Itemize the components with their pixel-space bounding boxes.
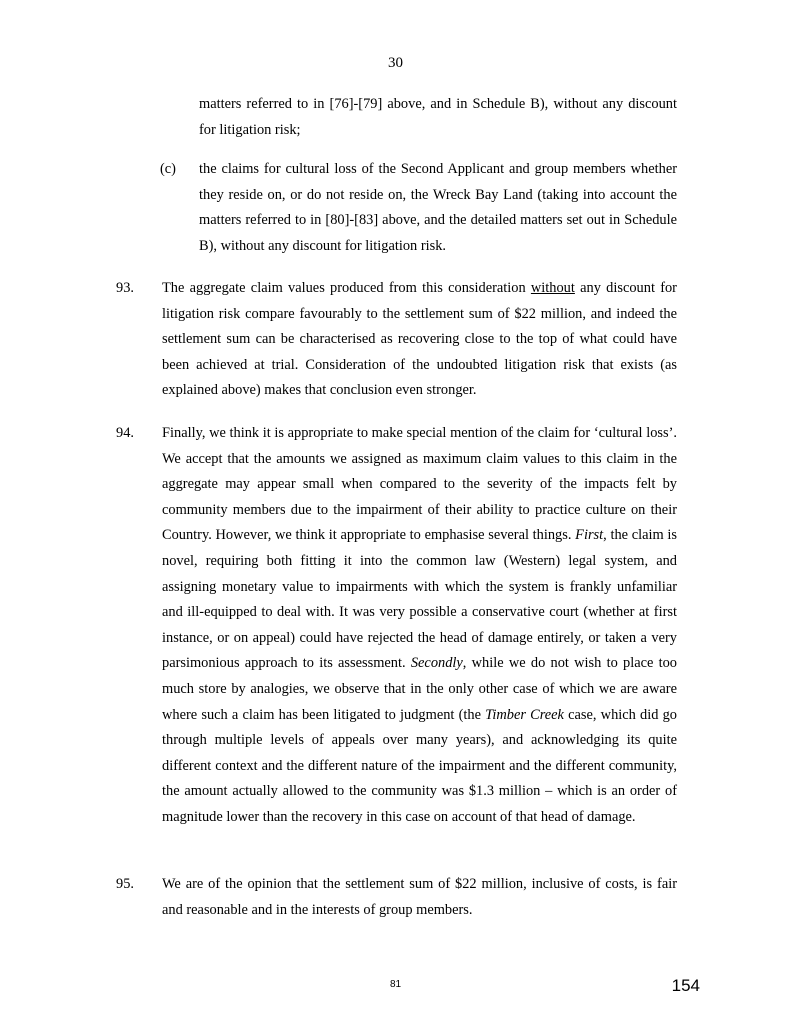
sub-item-c — [160, 157, 677, 259]
italic-first: First — [575, 527, 604, 544]
paragraph-95 — [116, 872, 677, 923]
paragraph-number: 94. — [116, 425, 134, 441]
paragraph-text: We are of the opinion that the settlement sum of $22 million, inclusive of costs, is fair and reasonable and in the interests of group members. — [162, 876, 677, 918]
sub-item-text: the claims for cultural loss of the Second Applicant and group members whether they reside on, or do not reside on, the Wreck Bay Land (taking into account the matters referred to in [80]-[83] above, and the detailed matters set out in Schedule B), without any discount for litigation risk. — [199, 161, 677, 254]
footer-bundle-number: 154 — [671, 976, 700, 995]
paragraph-94 — [116, 421, 677, 831]
page-number: 30 — [388, 55, 403, 71]
paragraph-number: 93. — [116, 280, 134, 296]
underlined-word: without — [530, 280, 575, 296]
italic-case-name: Timber Creek — [485, 706, 564, 723]
paragraph-93 — [116, 276, 677, 404]
paragraph-text: Finally, we think it is appropriate to make special mention of the claim for ‘cultural loss’. We accept that the amounts we assigned as maximum claim values to this claim in the aggregate may appear small when compared to the severity of the impacts felt by community members due to the impairment of their ability to practice culture on their Country. However, we think it appropriate to emphasise several things. First, the claim is novel, requiring both fitting it into the common law (Western) legal system, and assigning monetary value to impairments with which the system is frankly unfamiliar and ill-equipped to deal with. It was very possible a conservative court (whether at first instance, or on appeal) could have rejected the head of damage entirely, or taken a very parsimonious approach to its assessment. Secondly, while we do not wish to place too much store by analogies, we observe that in the only other case of which we are aware where such a claim has been litigated to judgment (the Timber Creek case, which did go through multiple levels of appeals over many years), and acknowledging its quite different context and the different nature of the impairment and the different community, the amount actually allowed to the community was $1.3 million – which is an order of magnitude lower than the recovery in this case on account of that head of damage. — [162, 425, 677, 825]
sub-item-label: (c) — [160, 161, 176, 177]
italic-secondly: Secondly — [410, 655, 463, 672]
footer-page-number: 81 — [389, 979, 402, 990]
continuation-text: matters referred to in [76]-[79] above, and in Schedule B), without any discount for litigation risk; — [199, 96, 677, 138]
paragraph-text: The aggregate claim values produced from this consideration without any discount for litigation risk compare favourably to the settlement sum of $22 million, and indeed the settlement sum can be characterised as recovering close to the top of what could have been achieved at trial. Consideration of the undoubted litigation risk that exists (as explained above) makes that conclusion even stronger. — [162, 280, 677, 399]
paragraph-number: 95. — [116, 876, 134, 892]
